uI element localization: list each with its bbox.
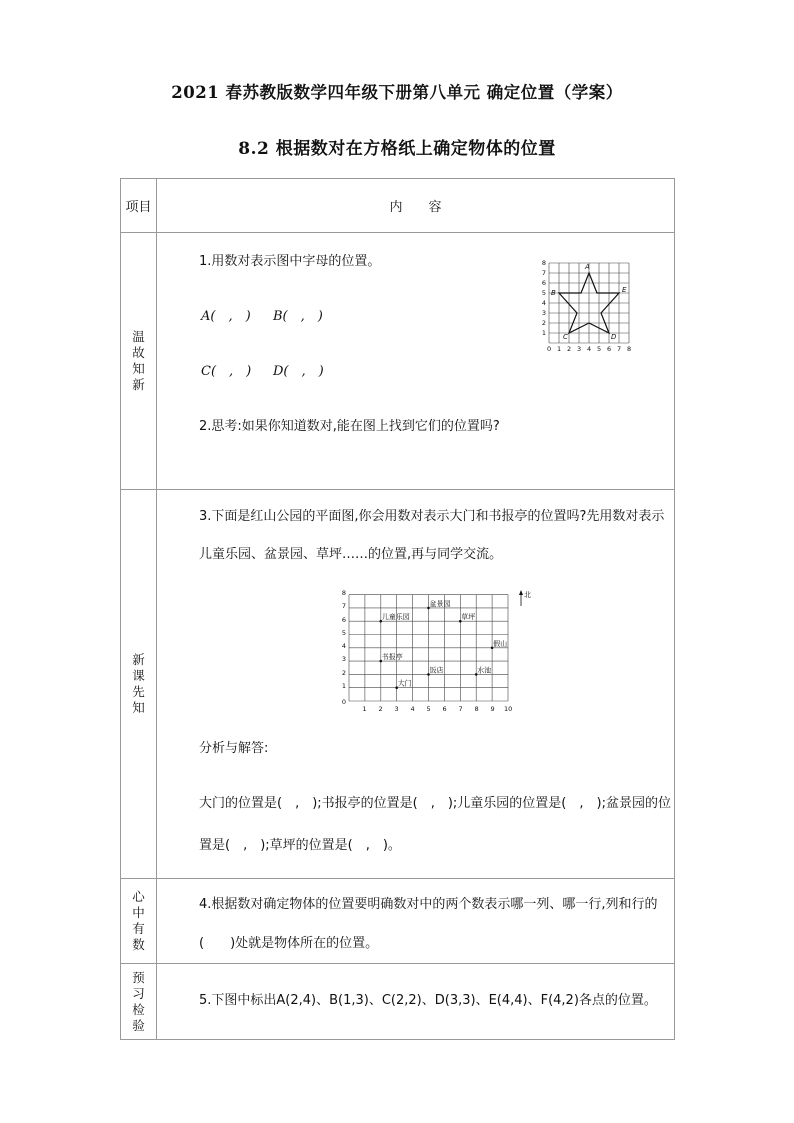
star-letter-b: B <box>551 289 556 297</box>
park-y-tick: 2 <box>341 669 346 677</box>
park-x-tick: 6 <box>442 705 447 713</box>
park-y-tick: 8 <box>341 589 346 597</box>
preview-content <box>157 490 675 879</box>
park-place-label: 书报亭 <box>381 653 403 662</box>
park-place-label: 水池 <box>477 666 492 675</box>
star-grid-lines <box>549 263 629 343</box>
star-letter-a: A <box>585 263 590 271</box>
park-places <box>380 599 508 689</box>
star-letter-d: D <box>611 333 617 341</box>
star-y-ticks <box>542 259 546 337</box>
park-y-ticks <box>342 589 346 706</box>
answer-line2: 置是( , );草坪的位置是( , )。 <box>199 838 401 853</box>
document-title: 2021 春苏教版数学四年级下册第八单元 确定位置（学案） <box>171 83 623 102</box>
check-content <box>157 964 675 1040</box>
question-5: 5.下图中标出A(2,4)、B(1,3)、C(2,2)、D(3,3)、E(4,4)、F(4,2)各点的位置。 <box>199 993 657 1008</box>
star-x-tick: 1 <box>557 345 562 353</box>
star-x-tick: 7 <box>617 345 622 353</box>
question-1: 1.用数对表示图中字母的位置。 <box>199 254 381 269</box>
star-x-tick: 3 <box>577 345 582 353</box>
park-y-tick: 1 <box>341 682 346 690</box>
park-place-label: 假山 <box>493 639 508 648</box>
park-y-tick: 3 <box>341 655 346 663</box>
question-3-line1: 3.下面是红山公园的平面图,你会用数对表示大门和书报亭的位置吗?先用数对表示 <box>199 509 665 524</box>
question-3-line2: 儿童乐园、盆景园、草坪……的位置,再与同学交流。 <box>199 547 503 562</box>
blank-b: B( , ) <box>273 309 323 324</box>
park-x-tick: 1 <box>362 705 367 713</box>
star-x-tick: 8 <box>627 345 632 353</box>
summary-content <box>157 879 675 964</box>
question-4-line1: 4.根据数对确定物体的位置要明确数对中的两个数表示哪一列、哪一行,列和行的 <box>199 897 658 912</box>
star-y-tick: 2 <box>541 319 546 327</box>
park-x-tick: 4 <box>410 705 415 713</box>
park-y-tick: 6 <box>341 616 346 624</box>
blank-a: A( , ) <box>201 309 251 324</box>
north-label: 北 <box>524 591 531 599</box>
star-y-tick: 8 <box>541 259 546 267</box>
question-2: 2.思考:如果你知道数对,能在图上找到它们的位置吗? <box>199 419 500 434</box>
star-x-ticks <box>547 345 631 353</box>
blank-c: C( , ) <box>201 364 252 379</box>
park-y-tick: 0 <box>341 698 346 706</box>
question-4-line2: ( )处就是物体所在的位置。 <box>199 936 379 951</box>
park-x-tick: 3 <box>394 705 399 713</box>
worksheet-table <box>120 178 675 1040</box>
park-x-tick: 5 <box>426 705 431 713</box>
star-x-tick: 2 <box>567 345 572 353</box>
blank-d: D( , ) <box>273 364 324 379</box>
star-y-tick: 7 <box>541 269 546 277</box>
park-y-tick: 4 <box>341 642 346 650</box>
park-place-label: 草坪 <box>461 613 476 622</box>
document-subtitle: 8.2 根据数对在方格纸上确定物体的位置 <box>238 139 556 159</box>
park-x-tick: 10 <box>504 705 513 713</box>
answer-line1: 大门的位置是( , );书报亭的位置是( , );儿童乐园的位置是( , );盆景园的位 <box>199 796 671 811</box>
header-item: 项目 <box>121 179 157 233</box>
analysis-label: 分析与解答: <box>199 741 269 756</box>
park-place-label: 盆景园 <box>429 599 451 608</box>
star-y-tick: 4 <box>541 299 546 307</box>
star-y-tick: 5 <box>541 289 546 297</box>
row-label-summary: 心中有数 <box>121 879 157 964</box>
park-x-ticks <box>363 705 513 713</box>
park-y-tick: 7 <box>341 602 346 610</box>
star-grid-figure <box>529 259 639 359</box>
row-label-check: 预习检验 <box>121 964 157 1040</box>
park-map-figure <box>341 588 547 714</box>
park-y-tick: 5 <box>341 629 346 637</box>
star-y-tick: 1 <box>541 329 546 337</box>
park-x-tick: 2 <box>378 705 383 713</box>
star-x-tick: 4 <box>587 345 592 353</box>
star-x-tick: 5 <box>597 345 602 353</box>
park-place-label: 饭店 <box>429 666 444 675</box>
star-letter-e: E <box>622 286 627 294</box>
star-y-tick: 6 <box>541 279 546 287</box>
park-x-tick: 7 <box>458 705 463 713</box>
park-x-tick: 8 <box>474 705 479 713</box>
star-x-tick: 0 <box>547 345 552 353</box>
row-label-review: 温故知新 <box>121 233 157 490</box>
park-grid-lines <box>349 595 508 701</box>
north-arrow <box>519 590 531 606</box>
star-letter-c: C <box>563 333 568 341</box>
park-place-label: 儿童乐园 <box>381 613 410 622</box>
star-y-tick: 3 <box>541 309 546 317</box>
park-x-tick: 9 <box>490 705 495 713</box>
star-x-tick: 6 <box>607 345 612 353</box>
row-label-preview: 新课先知 <box>121 490 157 879</box>
park-place-label: 大门 <box>397 679 412 688</box>
review-content <box>157 233 675 490</box>
header-content: 内 容 <box>157 179 675 233</box>
